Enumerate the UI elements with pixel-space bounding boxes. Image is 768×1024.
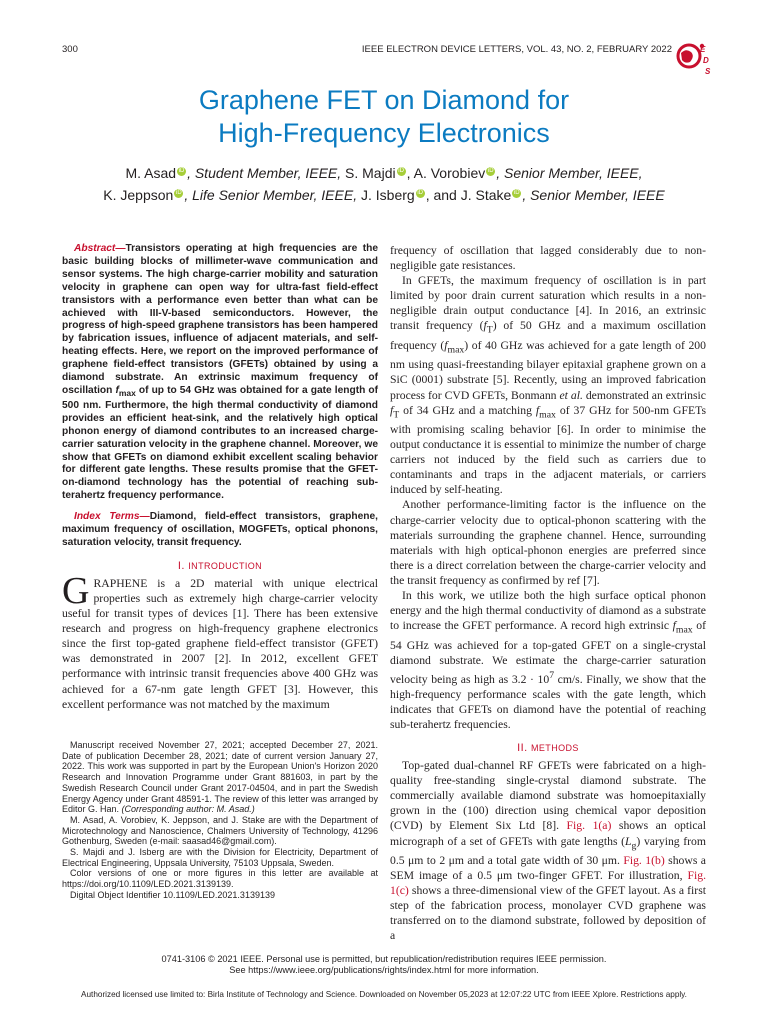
- footnote-affiliation-2: S. Majdi and J. Isberg are with the Division for Electricity, Department of Electrical Engineering, Uppsala University, 75103 Uppsala, Sweden.: [62, 847, 378, 868]
- text: shows an optical micrograph of a set of GFETs with gate lengths (: [390, 819, 706, 848]
- paper-title: [0, 84, 768, 150]
- author-sep: , and: [425, 187, 461, 203]
- footnote-affiliation-1: M. Asad, A. Vorobiev, K. Jeppson, and J. Stake are with the Department of Microtechnology and Nanoscience, Chalmers University of Technology, 41296 Gothenburg, Sweden (e-mail: saasad46@gmail.com).: [62, 814, 378, 847]
- fmax-symbol: f: [535, 403, 540, 417]
- section-heading-methods: [390, 742, 706, 754]
- svg-text:S: S: [705, 67, 711, 76]
- copyright-line-1: 0741-3106 © 2021 IEEE. Personal use is permitted, but republication/redistribution requires IEEE permission.: [161, 954, 607, 964]
- title-line-2: High-Frequency Electronics: [218, 118, 550, 148]
- text: Top-gated dual-channel RF GFETs were fabricated on a high-quality free-standing single-crystal diamond substrate. The commercially available diamond substrate was homoepitaxially grown in the (100) direction using chemical vapor deposition (CVD) by Element Six Ltd [8].: [390, 759, 706, 833]
- title-line-1: Graphene FET on Diamond for: [198, 85, 570, 115]
- abstract: [62, 243, 378, 503]
- author-affil: , Senior Member, IEEE: [522, 187, 665, 203]
- section-title: METHODS: [531, 743, 579, 754]
- et-al: et al.: [559, 388, 583, 402]
- footnote-manuscript: [62, 740, 378, 815]
- text: of 37 GHz for 500-nm GFETs with promising scaling behavior [6]. In order to minimise the output conductance it is essential to minimize the number of charge carriers not induced by the field such as carriers due to contaminants and traps in the adjacent materials, or carriers induced by self-heating.: [390, 403, 707, 497]
- text: In this work, we utilize both the high surface optical phonon energy and the high thermal conductivity of diamond as a substrate to increase the GFET performance. A record high extrinsic: [390, 589, 706, 633]
- intro-paragraph: [62, 569, 378, 712]
- page-number: 300: [62, 44, 78, 55]
- index-terms-label: Index Terms: [74, 511, 140, 523]
- intro-text: RAPHENE is a 2D material with unique electrical properties such as extremely high charge-carrier velocity useful for transit types of devices [1]. There has been extensive research and progress on high-frequency graphene electronics since the first top-gated graphene field-effect transistor (GFET) was demonstrated in 2007 [2]. In 2012, excellent GFET performance with intrinsic transit frequencies above 400 GHz was achieved for a 67-nm gate length GFET [3]. However, this excellent performance was not matched by the maximum: [62, 576, 378, 711]
- left-column: [62, 243, 378, 712]
- orcid-icon[interactable]: iD: [178, 168, 185, 175]
- abstract-label: Abstract: [74, 243, 116, 254]
- abstract-text-2: of up to 54 GHz was obtained for a gate length of 500 nm. Furthermore, the high thermal conductivity of diamond provides an efficient heat-sink, and the relatively high optical phonon energy of diamond contributes to an increased charge-carrier saturation velocity in the graphene channel. Moreover, we show that GFETs on diamond exhibit excellent scaling behavior for different gate lengths. These results promise that the GFET-on-diamond technology has the potential of reaching sub-terahertz frequency performance.: [62, 384, 378, 502]
- abstract-text: Transistors operating at high frequencies are the basic building blocks of millimeter-wave communication and sensor systems. The high charge-carrier mobility and saturation velocity in graphene can open way for ultra-fast field-effect transistors with a performance even better than what can be achieved with III-V-based semiconductors. However, the progress of high-speed graphene transistors has been hampered by fabrication issues, influence of adjacent materials, and self-heating effects. Here, we report on the improved performance of graphene field-effect transistors (GFETs) obtained by using a diamond substrate. An extrinsic maximum frequency of oscillation: [62, 243, 378, 396]
- orcid-icon[interactable]: iD: [513, 190, 520, 197]
- orcid-icon[interactable]: iD: [417, 190, 424, 197]
- text: shows a SEM image of a 0.5 μm two-finger GFET. For illustration,: [390, 854, 706, 883]
- lg-subscript: g: [631, 839, 637, 851]
- section-title: INTRODUCTION: [188, 560, 263, 571]
- ft-symbol: f: [390, 403, 394, 417]
- svg-text:D: D: [703, 56, 709, 65]
- author-affil: , Student Member, IEEE,: [187, 165, 346, 181]
- text: ) of 50 GHz and a maximum oscillation frequency (: [390, 319, 707, 352]
- text: shows a three-dimensional view of the GFET layout. As a first step of the fabrication process, monolayer CVD graphene was transferred on to the diamond substrate, followed by deposition of a: [390, 884, 706, 943]
- author-name: A. Vorobiev: [413, 165, 486, 181]
- fmax-symbol: f: [444, 338, 448, 352]
- paragraph: Another performance-limiting factor is the influence on the charge-carrier velocity due to optical-phonon scattering with the materials surrounding the graphene channel. Hence, surrounding materials with high optical-phonon energies are preferred since there is a direct correlation between the charge-carrier velocity and the transit frequency as confirmed by ref [7].: [390, 498, 706, 587]
- section-numeral: II.: [517, 742, 531, 755]
- paragraph: frequency of oscillation that lagged considerably due to non-negligible gate resistances.: [390, 244, 706, 273]
- drop-cap: G: [62, 569, 90, 612]
- orcid-icon[interactable]: iD: [398, 168, 404, 175]
- fmax-symbol: f: [672, 619, 676, 633]
- author-sep: ,: [406, 165, 414, 181]
- figure-link[interactable]: Fig. 1(b): [623, 854, 665, 867]
- footnote-color-versions: Color versions of one or more figures in this letter are available at https://doi.org/10.1109/LED.2021.3139139.: [62, 868, 378, 890]
- methods-paragraph: [390, 758, 706, 943]
- figure-link[interactable]: Fig. 1(a): [566, 819, 612, 833]
- paragraph: [390, 273, 706, 497]
- fmax-subscript: max: [447, 344, 465, 356]
- ft-symbol: f: [483, 319, 487, 333]
- authorized-use-notice: Authorized licensed use limited to: Birla Institute of Technology and Science. Downloaded on November 05,2023 at 12:07:22 UTC from IEEE Xplore. Restrictions apply.: [81, 990, 687, 999]
- author-name: J. Isberg: [360, 187, 415, 203]
- abstract-dash: —: [115, 243, 126, 254]
- author-name: S. Majdi: [345, 165, 396, 181]
- eds-logo-icon: [672, 36, 716, 80]
- fmax-subscript: max: [675, 624, 693, 636]
- author-affil: , Senior Member, IEEE,: [496, 165, 643, 181]
- section-numeral: I.: [177, 559, 189, 572]
- paragraph: [390, 588, 706, 732]
- index-terms-text: Diamond, field-effect transistors, graphene, maximum frequency of oscillation, MOGFETs, optical phonons, saturation velocity, transit frequency.: [62, 511, 378, 548]
- text: ) of 40 GHz was achieved for a gate length of 200 nm using quasi-freestanding bilayer epitaxial graphene grown on a SiC (0001) substrate [5]. Recently, using an improved fabrication process for CVD GFETs, Bonmann: [390, 338, 706, 402]
- author-name: M. Asad: [125, 165, 177, 181]
- corresponding-author: (Corresponding author: M. Asad.): [121, 804, 255, 815]
- copyright-notice: [0, 954, 768, 976]
- author-affil: , Life Senior Member, IEEE,: [184, 187, 361, 203]
- right-column: [390, 243, 706, 944]
- svg-text:E: E: [700, 45, 706, 54]
- text: ) varying from 0.5 μm to 2 μm and a total gate width of 30 μm.: [390, 834, 706, 867]
- author-name: J. Stake: [460, 187, 512, 203]
- section-heading-introduction: [62, 560, 378, 572]
- author-list: [40, 162, 728, 206]
- ft-subscript: T: [486, 324, 493, 336]
- figure-link[interactable]: Fig. 1(c): [390, 869, 706, 898]
- orcid-icon[interactable]: iD: [487, 168, 494, 175]
- journal-header: IEEE ELECTRON DEVICE LETTERS, VOL. 43, NO. 2, FEBRUARY 2022: [361, 44, 672, 55]
- ft-subscript: T: [393, 408, 400, 420]
- fmax-subscript: max: [539, 408, 556, 420]
- text: In GFETs, the maximum frequency of oscillation is in part limited by poor drain current saturation which results in a non-negligible drain output conductance [4]. In 2016, an extrinsic transit frequency (: [390, 274, 706, 333]
- fmax-subscript: max: [118, 388, 136, 398]
- footnotes: [62, 740, 378, 901]
- index-terms-dash: —: [139, 511, 150, 523]
- footnote-doi: Digital Object Identifier 10.1109/LED.2021.3139139: [70, 889, 275, 900]
- fmax-symbol: f: [115, 384, 119, 396]
- copyright-line-2: See https://www.ieee.org/publications/rights/index.html for more information.: [229, 965, 539, 975]
- text: demonstrated an extrinsic: [582, 388, 706, 402]
- text: of 34 GHz and a matching: [399, 403, 536, 417]
- footnote-text: Manuscript received November 27, 2021; accepted December 27, 2021. Date of publication December 28, 2021; date of current version January 27, 2022. This work was supported in part by the European Union's Horizon 2020 Research and Innovation Programme under Grant 881603, in part by the Swedish Research Council under Grant 2017-04504, and in part the Swedish Energy Agency under Grant 48591-1. The review of this letter was arranged by Editor G. Han.: [62, 740, 378, 815]
- lg-symbol: L: [625, 834, 632, 848]
- text: cm/s. Finally, we show that the high-frequency performance scales with the gate length, which indicates that GFETs on diamond have the potential of reaching sub-terahertz frequencies.: [390, 672, 706, 732]
- exponent: 7: [549, 669, 555, 681]
- author-name: K. Jeppson: [103, 187, 174, 203]
- text: of 54 GHz was achieved for a top-gated GFET on a single-crystal diamond substrate. We estimate the charge-carrier saturation velocity being as high as 3.2 · 10: [390, 619, 706, 686]
- index-terms: [62, 511, 378, 550]
- orcid-icon[interactable]: iD: [176, 190, 182, 197]
